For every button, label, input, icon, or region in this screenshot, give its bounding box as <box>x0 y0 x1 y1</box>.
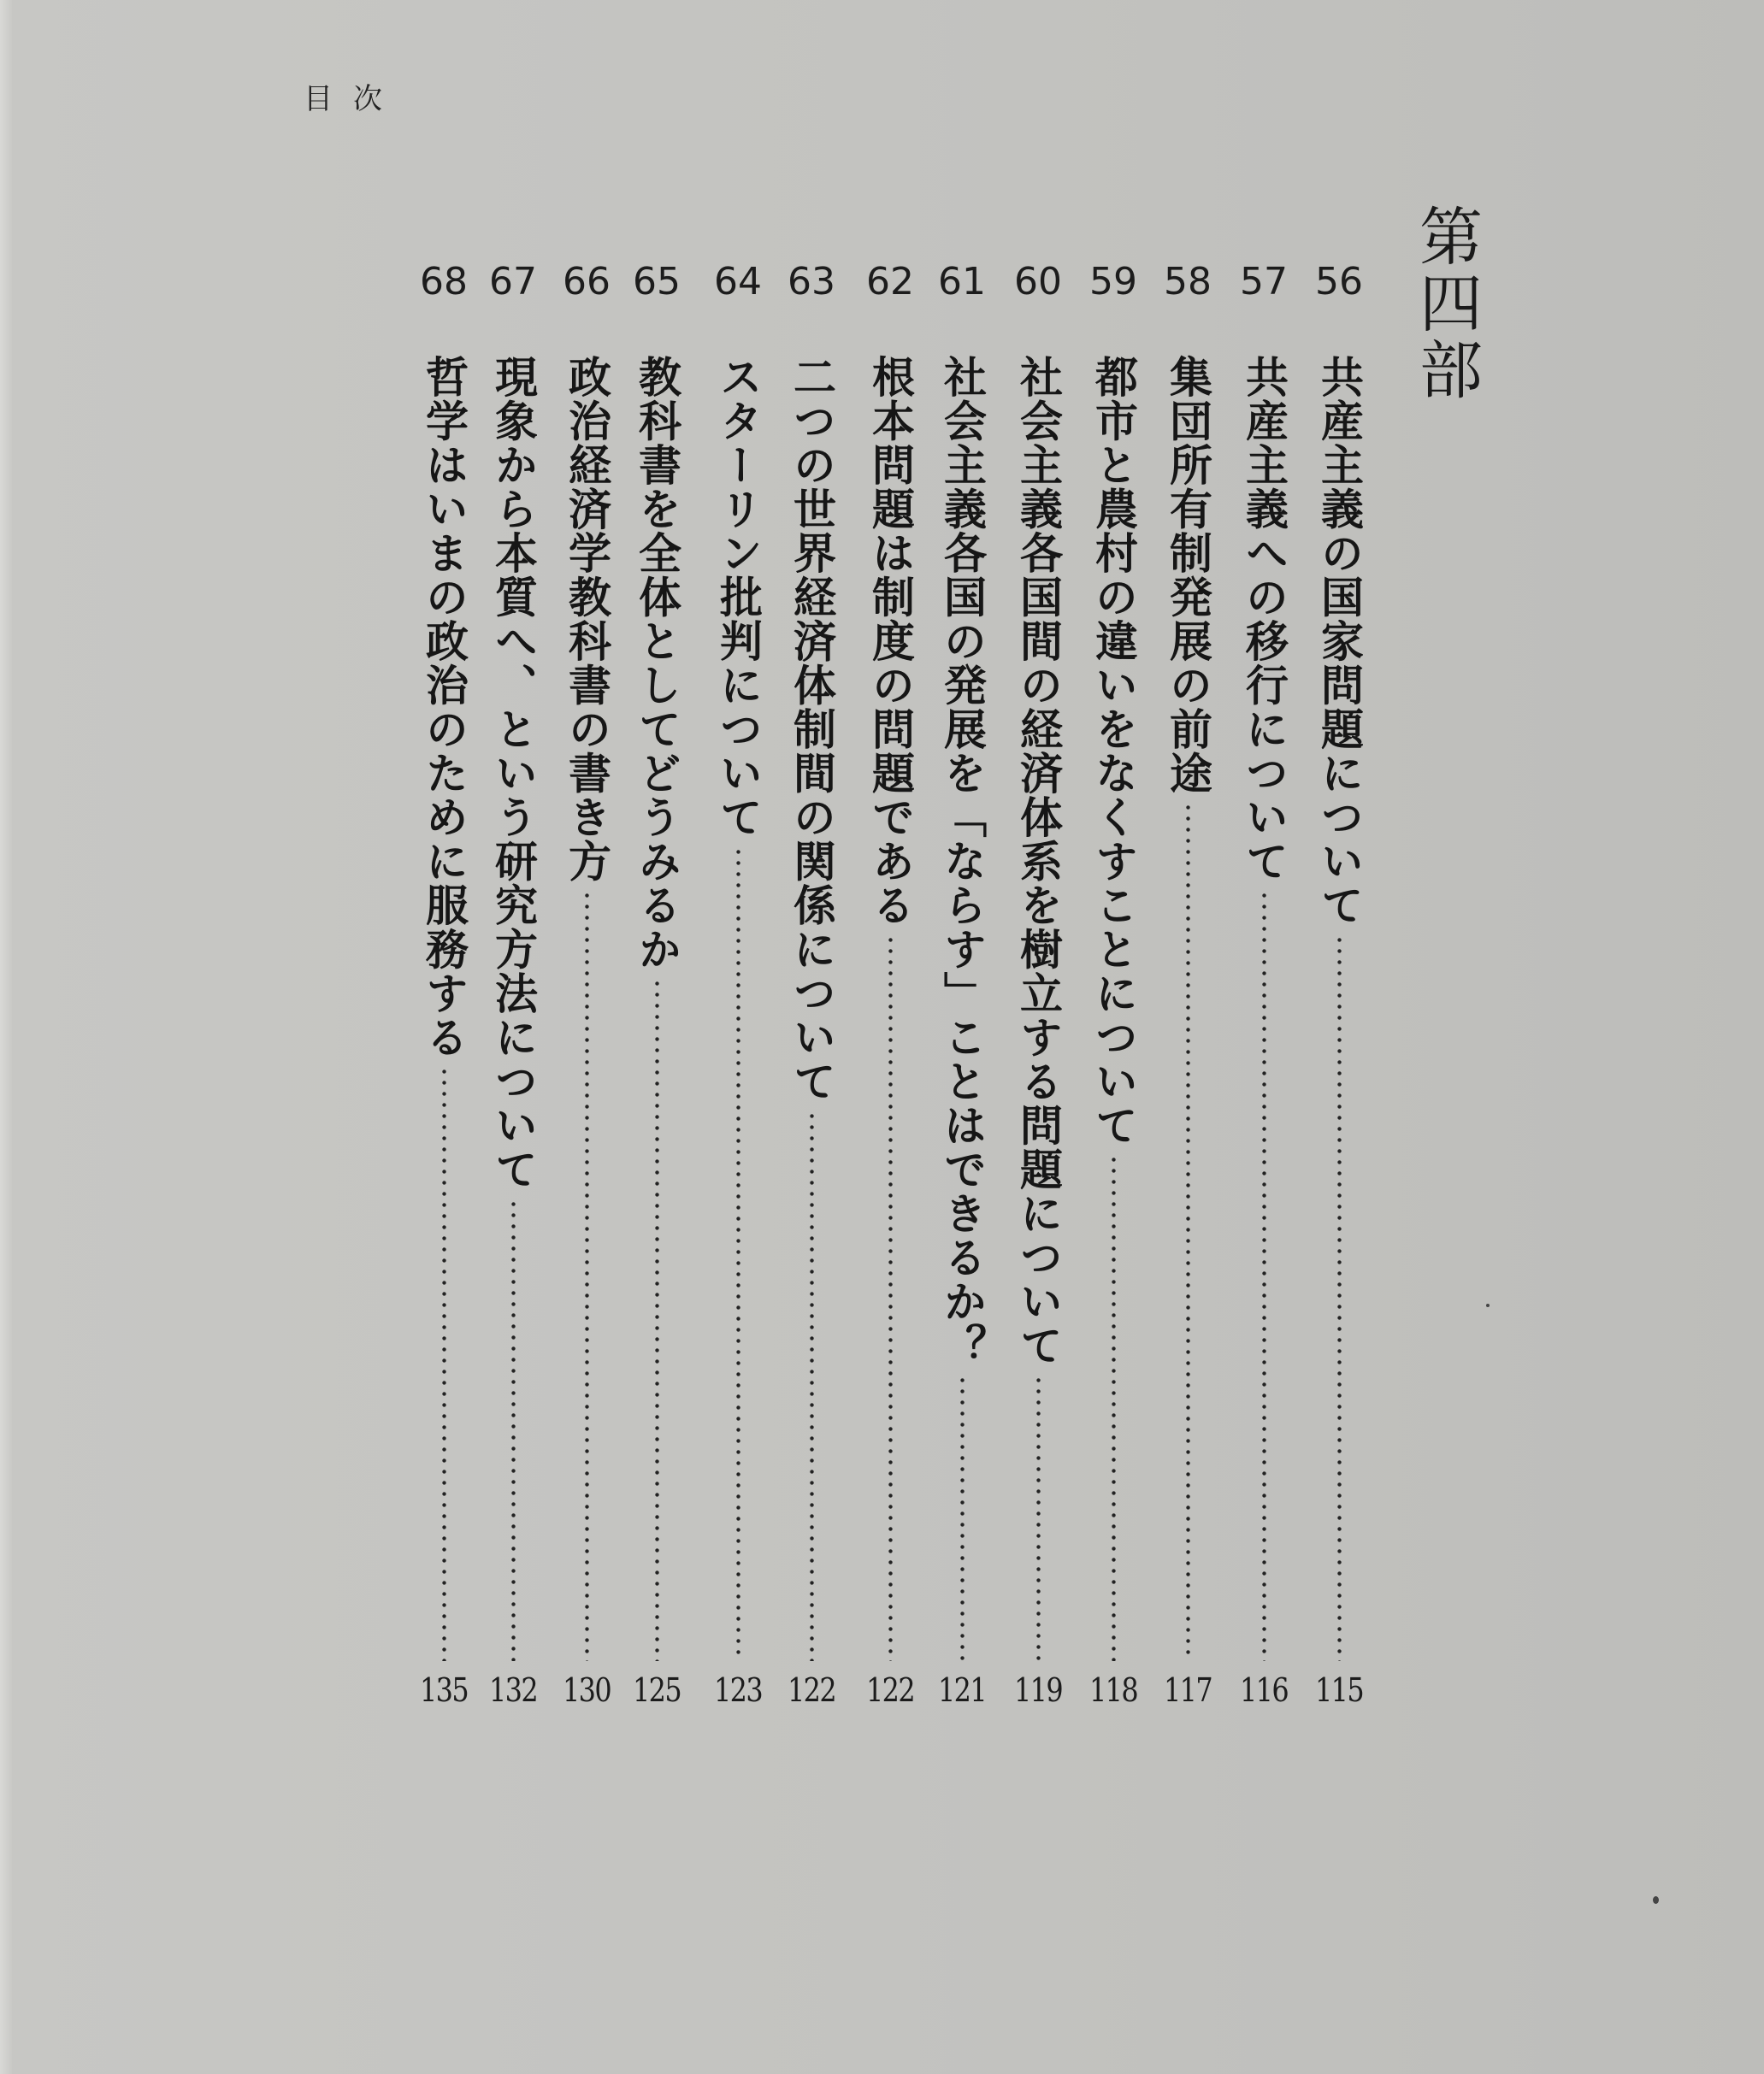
dot-leader <box>736 846 740 1661</box>
entry-page: 125 <box>633 1671 681 1709</box>
toc-entry[interactable] <box>1311 261 1367 1731</box>
entry-title: 社会主義各国間の経済体系を樹立する問題について <box>1013 355 1063 1368</box>
toc-entry[interactable] <box>783 261 840 1731</box>
part-title: 第四部 <box>1409 203 1483 404</box>
paper-speck <box>1653 1896 1659 1904</box>
entry-page: 121 <box>938 1671 986 1709</box>
dot-leader <box>1337 934 1342 1661</box>
entry-page: 122 <box>788 1671 835 1709</box>
entry-title: 教科書を全体としてどうみるか <box>632 355 681 971</box>
toc-entry[interactable] <box>1236 261 1292 1731</box>
entry-number: 58 <box>1164 260 1212 303</box>
dot-leader <box>511 1199 516 1661</box>
dot-leader <box>888 934 893 1661</box>
toc-entry[interactable] <box>628 261 685 1731</box>
entry-number: 68 <box>420 260 468 303</box>
dot-leader <box>442 1066 446 1661</box>
toc-entry[interactable] <box>485 261 541 1731</box>
entry-number: 65 <box>633 260 681 303</box>
entry-title: 共産主義への移行について <box>1239 355 1289 883</box>
toc-entry[interactable] <box>416 261 472 1731</box>
entry-title: 社会主義各国の発展を「ならす」ことはできるか？ <box>937 355 987 1368</box>
toc-entry[interactable] <box>558 261 615 1731</box>
dot-leader <box>655 978 659 1661</box>
entry-title: 集団所有制発展の前途 <box>1163 355 1212 795</box>
entry-number: 67 <box>489 260 537 303</box>
dot-leader <box>1186 802 1190 1661</box>
entry-page: 115 <box>1315 1671 1363 1709</box>
entry-title: 根本問題は制度の問題である <box>865 355 915 928</box>
entry-page: 123 <box>714 1671 762 1709</box>
toc-entry[interactable] <box>934 261 990 1731</box>
entry-page: 119 <box>1014 1671 1062 1709</box>
toc-entry[interactable] <box>1010 261 1066 1731</box>
dot-leader <box>810 1111 814 1661</box>
entry-title: スターリン批判について <box>713 355 763 840</box>
entry-page: 118 <box>1089 1671 1137 1709</box>
toc-entry[interactable] <box>1085 261 1142 1731</box>
toc-entry[interactable] <box>710 261 766 1731</box>
entry-number: 63 <box>788 260 835 303</box>
entry-number: 56 <box>1315 260 1363 303</box>
entry-title: 都市と農村の違いをなくすことについて <box>1088 355 1138 1147</box>
entry-number: 62 <box>866 260 914 303</box>
entry-number: 57 <box>1240 260 1288 303</box>
entry-page: 130 <box>563 1671 611 1709</box>
dot-leader <box>1112 1154 1116 1661</box>
dot-leader <box>1262 890 1266 1661</box>
paper-speck <box>1486 1304 1490 1307</box>
dot-leader <box>960 1375 965 1661</box>
entry-title: 共産主義の国家問題について <box>1314 355 1364 928</box>
toc-entry[interactable] <box>862 261 918 1731</box>
entry-number: 64 <box>714 260 762 303</box>
toc-entry[interactable] <box>1159 261 1216 1731</box>
entry-title: 政治経済学教科書の書き方 <box>562 355 611 883</box>
entry-number: 61 <box>938 260 986 303</box>
entry-page: 122 <box>866 1671 914 1709</box>
running-head: 目次 <box>304 82 403 116</box>
entry-page: 132 <box>489 1671 537 1709</box>
entry-number: 66 <box>563 260 611 303</box>
entry-page: 117 <box>1164 1671 1212 1709</box>
dot-leader <box>1036 1375 1041 1661</box>
entry-number: 60 <box>1014 260 1062 303</box>
entry-number: 59 <box>1089 260 1137 303</box>
entry-title: 哲学はいまの政治のために服務する <box>419 355 469 1059</box>
dot-leader <box>585 890 589 1661</box>
entry-page: 116 <box>1240 1671 1288 1709</box>
entry-title: 現象から本質へ、という研究方法について <box>488 355 538 1192</box>
entry-page: 135 <box>420 1671 468 1709</box>
entry-title: 二つの世界経済体制間の関係について <box>787 355 836 1104</box>
